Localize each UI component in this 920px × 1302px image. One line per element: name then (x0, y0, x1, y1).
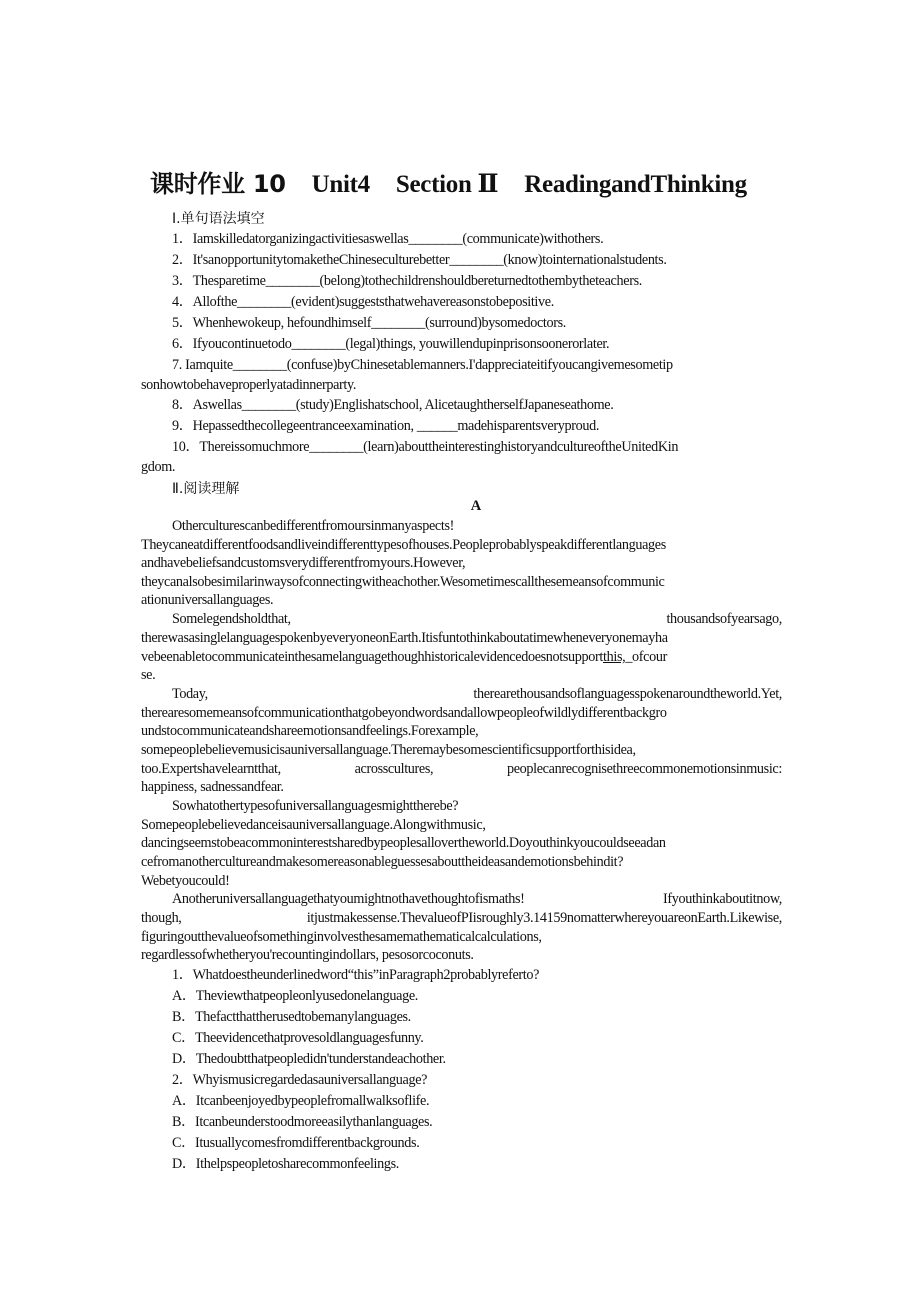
passage-line: too.Expertshavelearntthat, acrosscultures, peoplecanrecognisethreecommonemotionsinmusic: (141, 761, 782, 777)
grammar-item: 10．Thereissomuchmore________(learn)abouttheinterestinghistoryandcultureoftheUnitedKin (172, 439, 679, 455)
grammar-item: 1．Iamskilledatorganizingactivitiesaswellas________(communicate)withothers. (172, 231, 604, 247)
passage-line: cefromanothercultureandmakesomereasonableguessesabouttheideasandemotionsbehindit? (141, 854, 624, 870)
question-stem: 2．Whyismusicregardedasauniversallanguage? (172, 1072, 428, 1088)
passage-line: Theycaneatdifferentfoodsandliveindifferenttypesofhouses.Peopleprobablyspeakdifferentlanguages (141, 537, 666, 553)
passage-line: therewasasinglelanguagespokenbyeveryoneonEarth.Itisfuntothinkaboutatimewheneveryonemayha (141, 630, 668, 646)
passage-line: se. (141, 667, 156, 683)
grammar-item: 7. Iamquite________(confuse)byChinesetablemanners.I'dappreciateitifyoucangivemesometip (172, 357, 673, 373)
grammar-item: 2．It'sanopportunitytomaketheChineseculturebetter________(know)tointernationalstudents. (172, 252, 667, 268)
question-option[interactable]: A．Theviewthatpeopleonlyusedonelanguage. (172, 988, 418, 1004)
passage-line: Anotheruniversallanguagethatyoumightnothavethoughtofismaths! Ifyouthinkaboutitnow, (172, 891, 782, 907)
grammar-item: 3．Thesparetime________(belong)tothechildrenshouldbereturnedtothembytheteachers. (172, 273, 642, 289)
underlined-word-this: this, (603, 649, 626, 665)
passage-line: figuringoutthevalueofsomethinginvolvesthesamemathematicalcalculations, (141, 929, 542, 945)
passage-line: Somepeoplebelievedanceisauniversallanguage.Alongwithmusic, (141, 817, 486, 833)
question-option[interactable]: C．Theevidencethatprovesoldlanguagesfunny. (172, 1030, 424, 1046)
passage-line: though, itjustmakessense.ThevalueofPIisroughly3.14159nomatterwhereyouareonEarth.Likewise, (141, 910, 782, 926)
passage-line: andhavebeliefsandcustomsverydifferentfromyours.However, (141, 555, 466, 571)
grammar-item: 8．Aswellas________(study)Englishatschool, AlicetaughtherselfJapaneseathome. (172, 397, 614, 413)
passage-label: A (470, 498, 482, 514)
question-option[interactable]: A．Itcanbeenjoyedbypeoplefromallwalksoflife. (172, 1093, 430, 1109)
title-reading: ReadingandThinking (524, 171, 747, 198)
section-heading-reading: Ⅱ.阅读理解 (172, 481, 240, 497)
question-stem: 1．Whatdoestheunderlinedword“this”inParagraph2probablyreferto? (172, 967, 540, 983)
passage-line: Otherculturescanbedifferentfromoursinmanyaspects! (172, 518, 454, 534)
grammar-item-continued: gdom. (141, 459, 176, 475)
passage-line: somepeoplebelievemusicisauniversallanguage.Theremaybesomescientificsupportforthisidea, (141, 742, 636, 758)
question-option[interactable]: B．Thefactthattherusedtobemanylanguages. (172, 1009, 411, 1025)
passage-line: regardlessofwhetheryou'recountingindollars, pesosorcoconuts. (141, 947, 474, 963)
passage-line: theycanalsobesimilarinwaysofconnectingwitheachother.Wesometimescallthesemeansofcommunic (141, 574, 665, 590)
passage-line: vebeenabletocommunicateinthesamelanguagethoughhistoricalevidencedoesnotsupportthis,_ofcour (141, 649, 667, 665)
grammar-item: 5．Whenhewokeup, hefoundhimself________(surround)bysomedoctors. (172, 315, 566, 331)
grammar-item: 6．Ifyoucontinuetodo________(legal)things, youwillendupinprisonsoonerorlater. (172, 336, 610, 352)
passage-line: Somelegendsholdthat, thousandsofyearsago, (172, 611, 782, 627)
passage-line: ationuniversallanguages. (141, 592, 274, 608)
passage-line: undstocommunicateandshareemotionsandfeelings.Forexample, (141, 723, 479, 739)
section-heading-grammar: Ⅰ.单句语法填空 (172, 211, 265, 227)
title-unit: Unit4 (311, 171, 370, 198)
passage-line: dancingseemstobeacommoninterestsharedbypeoplesallovertheworld.Doyouthinkyoucouldseeadan (141, 835, 666, 851)
grammar-item: 9．Hepassedthecollegeentranceexamination, ______madehisparentsveryproud. (172, 418, 600, 434)
passage-line: Webetyoucould! (141, 873, 230, 889)
page-title (150, 164, 790, 198)
question-option[interactable]: D．Ithelpspeopletosharecommonfeelings. (172, 1156, 399, 1172)
question-option[interactable]: C．Itusuallycomesfromdifferentbackgrounds. (172, 1135, 420, 1151)
passage-line: Today, therearethousandsoflanguagesspokenaroundtheworld.Yet, (172, 686, 782, 702)
passage-line: therearesomemeansofcommunicationthatgobeyondwordsandallowpeopleofwildlydifferentbackgro (141, 705, 667, 721)
grammar-item: 4．Allofthe________(evident)suggeststhatwehavereasonstobepositive. (172, 294, 554, 310)
passage-line: Sowhatothertypesofuniversallanguagesmighttherebe? (172, 798, 459, 814)
passage-line: happiness, sadnessandfear. (141, 779, 284, 795)
grammar-item-continued: sonhowtobehaveproperlyatadinnerparty. (141, 377, 357, 393)
question-option[interactable]: D．Thedoubtthatpeopledidn'tunderstandeachother. (172, 1051, 446, 1067)
question-option[interactable]: B．Itcanbeunderstoodmoreeasilythanlanguages. (172, 1114, 433, 1130)
title-section: Section Ⅱ (395, 171, 499, 198)
title-homework-number: 课时作业 10 (150, 170, 286, 198)
